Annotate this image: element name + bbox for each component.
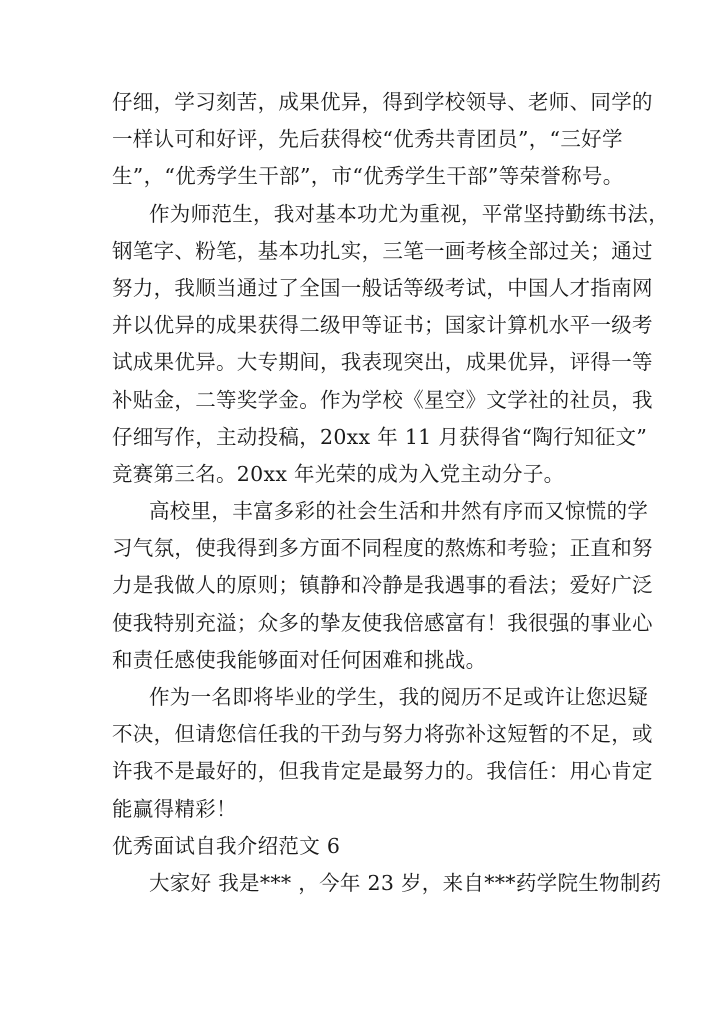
text-line: 试成果优异。大专期间，我表现突出，成果优异，评得一等 — [112, 350, 653, 375]
paragraph-first-line: 大家好 我是*** ，今年 23 岁，来自***药学院生物制药 — [149, 870, 662, 895]
section-heading: 优秀面试自我介绍范文 6 — [112, 833, 341, 858]
text-line: 生”，“优秀学生干部”，市“优秀学生干部”等荣誉称号。 — [112, 164, 624, 189]
paragraph-first-line: 作为一名即将毕业的学生，我的阅历不足或许让您迟疑 — [149, 685, 649, 709]
text-line: 钢笔字、粉笔，基本功扎实，三笔一画考核全部过关；通过 — [112, 238, 653, 263]
text-line: 和责任感使我能够面对任何困难和挑战。 — [112, 647, 487, 672]
document-body — [112, 84, 669, 902]
text-line: 一样认可和好评，先后获得校“优秀共青团员”，“三好学 — [112, 127, 623, 152]
text-line: 习气氛，使我得到多方面不同程度的熬炼和考验；正直和努 — [112, 536, 653, 561]
paragraph-first-line: 作为师范生，我对基本功尤为重视，平常坚持勤练书法， — [149, 201, 669, 226]
text-line: 能赢得精彩！ — [112, 796, 237, 821]
text-line: 仔细，学习刻苦，成果优异，得到学校领导、老师、同学的 — [112, 90, 653, 114]
text-line: 许我不是最好的，但我肯定是最努力的。我信任：用心肯定 — [112, 759, 653, 784]
text-line: 使我特别充溢；众多的挚友使我倍感富有！我很强的事业心 — [112, 610, 653, 635]
text-line: 补贴金，二等奖学金。作为学校《星空》文学社的社员，我 — [112, 387, 653, 412]
text-line: 竞赛第三名。20xx 年光荣的成为入党主动分子。 — [112, 461, 565, 486]
text-line: 并以优异的成果获得二级甲等证书；国家计算机水平一级考 — [112, 313, 653, 338]
paragraph-first-line: 高校里，丰富多彩的社会生活和井然有序而又惊慌的学 — [149, 499, 649, 524]
text-line: 力是我做人的原则；镇静和冷静是我遇事的看法；爱好广泛 — [112, 573, 653, 598]
text-line: 仔细写作，主动投稿，20xx 年 11 月获得省“陶行知征文” — [112, 424, 648, 449]
text-line: 努力，我顺当通过了全国一般话等级考试，中国人才指南网 — [112, 275, 653, 300]
text-line: 不决，但请您信任我的干劲与努力将弥补这短暂的不足，或 — [112, 722, 653, 747]
